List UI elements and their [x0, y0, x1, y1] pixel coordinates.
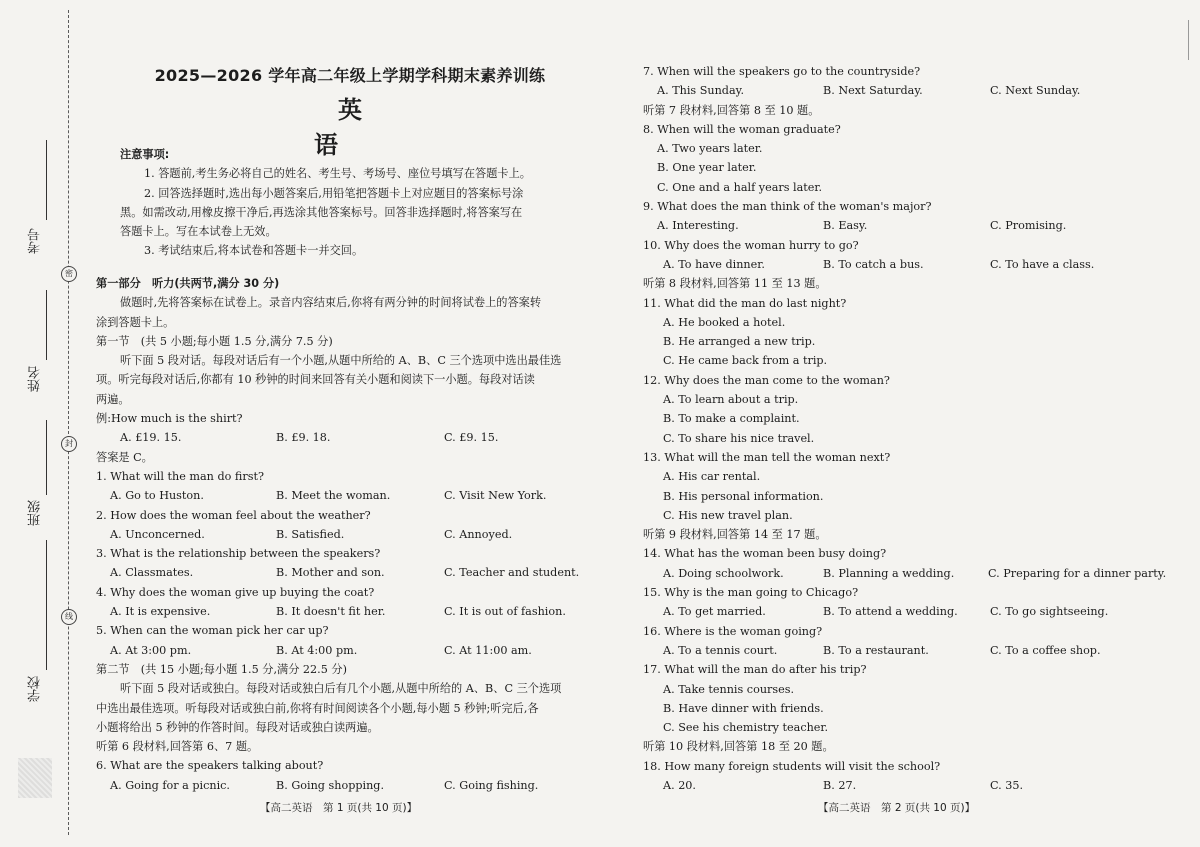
option-a: A. This Sunday. — [657, 84, 745, 98]
option-a: A. To learn about a trip. — [663, 393, 799, 407]
question-text: 1. What will the man do first? — [96, 469, 264, 483]
option-c: C. Promising. — [990, 219, 1067, 233]
material-heading: 听第 7 段材料,回答第 8 至 10 题。 — [643, 103, 820, 117]
question-options — [643, 602, 1163, 621]
notice-line: 答题卡上。写在本试卷上无效。 — [120, 225, 277, 239]
page-footer-left: 【高二英语 第 1 页(共 10 页)】 — [260, 802, 418, 814]
question-text: 10. Why does the woman hurry to go? — [643, 238, 859, 252]
question-text: 6. What are the speakers talking about? — [96, 759, 324, 773]
example-answer: 答案是 C。 — [96, 450, 153, 464]
left-column — [96, 274, 596, 795]
class-label: 班级 — [28, 500, 43, 526]
option-c: C. Teacher and student. — [444, 566, 580, 580]
option-b: B. At 4:00 pm. — [276, 643, 358, 657]
question-text: 12. Why does the man come to the woman? — [643, 373, 890, 387]
section2-heading: 第二节 (共 15 小题;每小题 1.5 分,满分 22.5 分) — [96, 662, 347, 676]
page-footer-right: 【高二英语 第 2 页(共 10 页)】 — [818, 802, 976, 814]
option-c: C. Preparing for a dinner party. — [988, 566, 1167, 580]
option-c: C. His new travel plan. — [663, 508, 793, 522]
seal-mark-mi: 密 — [61, 266, 77, 282]
example-options — [96, 428, 596, 447]
option-c: C. To share his nice travel. — [663, 431, 815, 445]
option-a: A. At 3:00 pm. — [110, 643, 192, 657]
question-text: 18. How many foreign students will visit the school? — [643, 759, 941, 773]
option-c: C. To go sightseeing. — [990, 605, 1109, 619]
question-options — [643, 216, 1163, 235]
part1-heading: 第一部分 听力(共两节,满分 30 分) — [96, 277, 280, 290]
option-b: B. Satisfied. — [276, 527, 345, 541]
scan-stamp — [18, 758, 52, 798]
question-text: 3. What is the relationship between the speakers? — [96, 547, 381, 561]
name-blank — [46, 290, 47, 360]
material-heading: 听第 6 段材料,回答第 6、7 题。 — [96, 740, 259, 754]
notice-heading: 注意事项: — [120, 148, 170, 161]
option-c: C. At 11:00 am. — [444, 643, 532, 657]
question-options — [643, 776, 1163, 795]
question-options — [96, 641, 596, 660]
option-b: B. His personal information. — [663, 489, 824, 503]
question-text: 15. Why is the man going to Chicago? — [643, 586, 859, 600]
part1-intro-line: 做题时,先将答案标在试卷上。录音内容结束后,你将有两分钟的时间将试卷上的答案转 — [120, 296, 542, 310]
option-a: A. It is expensive. — [110, 605, 211, 619]
question-options — [96, 776, 596, 795]
option-a: A. His car rental. — [663, 470, 761, 484]
class-blank — [46, 420, 47, 495]
binding-margin — [0, 0, 95, 847]
option-b: B. Planning a wedding. — [823, 566, 955, 580]
option-a: A. To have dinner. — [663, 257, 765, 271]
seal-dashed-line — [68, 10, 69, 835]
option-c: C. He came back from a trip. — [663, 354, 828, 368]
question-options — [96, 525, 596, 544]
school-label: 学校 — [28, 676, 43, 702]
exam-number-blank — [46, 140, 47, 220]
option-b: B. Mother and son. — [276, 566, 385, 580]
option-c: C. Next Sunday. — [990, 84, 1081, 98]
option-c: C. To a coffee shop. — [990, 643, 1101, 657]
part1-intro-line: 涂到答题卡上。 — [96, 315, 175, 329]
option-c: C. It is out of fashion. — [444, 605, 566, 619]
notice-line: 黑。如需改动,用橡皮擦干净后,再选涂其他答案标号。回答非选择题时,将答案写在 — [120, 205, 523, 219]
option-c: C. One and a half years later. — [657, 180, 823, 194]
option-a: A. Two years later. — [657, 142, 763, 156]
question-text: 13. What will the man tell the woman next? — [643, 450, 891, 464]
option-c: C. Going fishing. — [444, 778, 539, 792]
exam-number-label: 考号 — [28, 228, 43, 254]
option-a: A. Go to Huston. — [110, 489, 204, 503]
material-heading: 听第 9 段材料,回答第 14 至 17 题。 — [643, 528, 827, 542]
option-b: B. To make a complaint. — [663, 412, 800, 426]
section1-intro-line: 听下面 5 段对话。每段对话后有一个小题,从题中所给的 A、B、C 三个选项中选出最佳选 — [120, 354, 562, 368]
question-text: 14. What has the woman been busy doing? — [643, 547, 887, 561]
option-b: B. One year later. — [657, 161, 757, 175]
question-options — [96, 486, 596, 505]
section2-intro-line: 中选出最佳选项。听每段对话或独白前,你将有时间阅读各个小题,每小题 5 秒钟;听完后,各 — [96, 701, 539, 715]
option-b: B. Going shopping. — [276, 778, 385, 792]
option-c: C. £9. 15. — [444, 431, 499, 445]
question-text: 9. What does the man think of the woman's major? — [643, 200, 932, 214]
option-b: B. Next Saturday. — [823, 84, 923, 98]
section1-intro-line: 两遍。 — [96, 392, 130, 406]
seal-mark-xian: 线 — [61, 609, 77, 625]
edge-mark — [1188, 20, 1190, 60]
name-label: 姓名 — [28, 366, 43, 392]
option-a: A. To a tennis court. — [663, 643, 778, 657]
question-text: 17. What will the man do after his trip? — [643, 663, 867, 677]
option-c: C. Annoyed. — [444, 527, 513, 541]
option-a: A. Doing schoolwork. — [663, 566, 784, 580]
section2-intro-line: 听下面 5 段对话或独白。每段对话或独白后有几个小题,从题中所给的 A、B、C 三个选项 — [120, 682, 562, 696]
question-text: 8. When will the woman graduate? — [643, 122, 841, 136]
school-blank — [46, 540, 47, 670]
notice-line: 1. 答题前,考生务必将自己的姓名、考生号、考场号、座位号填写在答题卡上。 — [144, 167, 531, 181]
option-a: A. Going for a picnic. — [110, 778, 230, 792]
question-text: 2. How does the woman feel about the weather? — [96, 508, 371, 522]
question-options — [96, 602, 596, 621]
exam-title: 2025—2026 学年高二年级上学期学科期末素养训练 — [154, 66, 546, 85]
option-c: C. Visit New York. — [444, 489, 547, 503]
question-options — [96, 563, 596, 582]
option-a: A. Take tennis courses. — [663, 682, 795, 696]
option-a: A. To get married. — [663, 605, 766, 619]
material-heading: 听第 8 段材料,回答第 11 至 13 题。 — [643, 277, 827, 291]
subject-title: 英 语 — [314, 96, 410, 159]
option-a: A. Unconcerned. — [110, 527, 205, 541]
notice-block — [120, 145, 590, 261]
option-a: A. Classmates. — [110, 566, 194, 580]
option-c: C. See his chemistry teacher. — [663, 721, 829, 735]
option-b: B. To catch a bus. — [823, 257, 924, 271]
option-b: B. To a restaurant. — [823, 643, 929, 657]
question-options — [643, 255, 1163, 274]
notice-line: 2. 回答选择题时,选出每小题答案后,用铅笔把答题卡上对应题目的答案标号涂 — [144, 186, 524, 200]
option-b: B. Meet the woman. — [276, 489, 391, 503]
option-b: B. It doesn't fit her. — [276, 605, 386, 619]
question-text: 7. When will the speakers go to the countryside? — [643, 65, 921, 78]
example-question: 例:How much is the shirt? — [96, 412, 243, 426]
question-options — [643, 81, 1163, 100]
question-text: 4. Why does the woman give up buying the coat? — [96, 585, 375, 599]
option-b: B. Have dinner with friends. — [663, 701, 824, 715]
option-c: C. 35. — [990, 778, 1024, 792]
right-column — [643, 62, 1167, 795]
option-b: B. £9. 18. — [276, 431, 331, 445]
option-a: A. 20. — [663, 778, 696, 792]
seal-mark-feng: 封 — [61, 436, 77, 452]
question-text: 11. What did the man do last night? — [643, 296, 847, 310]
question-text: 16. Where is the woman going? — [643, 624, 823, 638]
option-b: B. Easy. — [823, 219, 868, 233]
option-a: A. He booked a hotel. — [663, 315, 786, 329]
option-a: A. Interesting. — [657, 219, 739, 233]
option-b: B. To attend a wedding. — [823, 605, 958, 619]
option-c: C. To have a class. — [990, 257, 1095, 271]
section2-intro-line: 小题将给出 5 秒钟的作答时间。每段对话或独白读两遍。 — [96, 720, 379, 734]
question-options — [643, 564, 1167, 583]
question-text: 5. When can the woman pick her car up? — [96, 624, 329, 638]
notice-line: 3. 考试结束后,将本试卷和答题卡一并交回。 — [144, 244, 364, 258]
section1-intro-line: 项。听完每段对话后,你都有 10 秒钟的时间来回答有关小题和阅读下一小题。每段对话读 — [96, 373, 535, 387]
question-options — [643, 641, 1163, 660]
option-a: A. £19. 15. — [120, 431, 182, 445]
section1-heading: 第一节 (共 5 小题;每小题 1.5 分,满分 7.5 分) — [96, 334, 333, 348]
option-b: B. He arranged a new trip. — [663, 335, 816, 349]
material-heading: 听第 10 段材料,回答第 18 至 20 题。 — [643, 740, 834, 754]
option-b: B. 27. — [823, 778, 857, 792]
